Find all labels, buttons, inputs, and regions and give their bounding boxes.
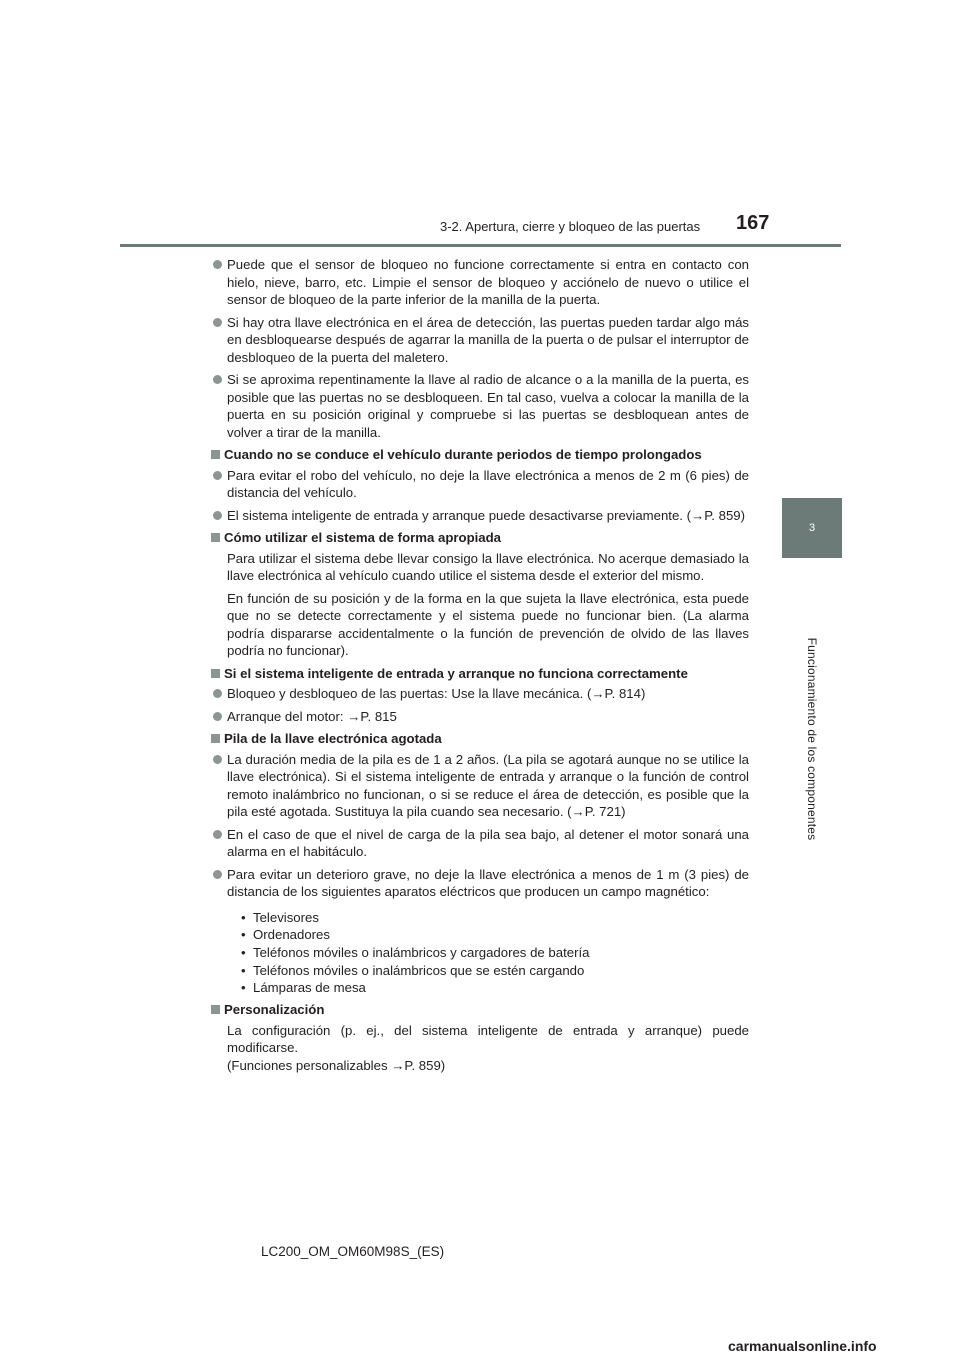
section-heading: Si el sistema inteligente de entrada y arranque no funciona correctamente (211, 665, 749, 683)
bullet-item: Si hay otra llave electrónica en el área de detección, las puertas pueden tardar algo más en desbloquearse después de agarrar la manilla de la puerta o de pulsar el interruptor de desbloqueo de la puerta del maletero. (211, 314, 749, 367)
bullet-item: En el caso de que el nivel de carga de la pila sea bajo, al detener el motor sonará una alarma en el habitáculo. (211, 826, 749, 861)
list-item: • Teléfonos móviles o inalámbricos que se estén cargando (241, 962, 585, 978)
list-item: • Televisores (241, 909, 319, 925)
section-title: 3-2. Apertura, cierre y bloqueo de las puertas (440, 219, 701, 234)
section-heading: Cuando no se conduce el vehículo durante periodos de tiempo prolongados (211, 446, 749, 464)
bullet-item: Para evitar un deterioro grave, no deje la llave electrónica a menos de 1 m (3 pies) de distancia de los siguientes aparatos eléctricos que producen un campo magnético: (211, 866, 749, 901)
bullet-item: Puede que el sensor de bloqueo no funcione correctamente si entra en contacto con hielo, nieve, barro, etc. Limpie el sensor de bloqueo y acciónelo de nuevo o utilice el sensor de bloqueo de la parte inferior de la manilla de la puerta. (211, 256, 749, 309)
chapter-number: 3 (808, 522, 816, 534)
list-item: • Teléfonos móviles o inalámbricos y cargadores de batería (241, 944, 590, 960)
section-heading: Cómo utilizar el sistema de forma apropiada (211, 529, 749, 547)
custom-reference: (Funciones personalizables →P. 859) (227, 1057, 446, 1073)
main-content (211, 256, 749, 1074)
paragraph: En función de su posición y de la forma en la que sujeta la llave electrónica, esta puede que no se detecte correctamente y el sistema puede no funcionar bien. (La alarma podría dispararse accidentalmente o la función de prevención de olvido de las llaves podría no funcionar). (227, 590, 749, 658)
document-code: LC200_OM_OM60M98S_(ES) (261, 1244, 445, 1259)
page-number: 167 (736, 212, 770, 234)
section-heading: Personalización (211, 1001, 749, 1019)
section-heading: Pila de la llave electrónica agotada (211, 730, 749, 748)
header-divider (120, 244, 841, 247)
bullet-item: El sistema inteligente de entrada y arranque puede desactivarse previamente. (→P. 859) (211, 507, 749, 525)
paragraph (211, 1022, 749, 1075)
device-list (211, 909, 749, 998)
chapter-tab (782, 498, 842, 558)
list-item: • Lámparas de mesa (241, 980, 366, 996)
bullet-item: Si se aproxima repentinamente la llave al radio de alcance o a la manilla de la puerta, es posible que las puertas no se desbloqueen. En tal caso, vuelva a colocar la manilla de la puerta en su posición original y compruebe si las puertas se desbloquean antes de volver a tirar de la manilla. (211, 371, 749, 441)
list-item: • Ordenadores (241, 927, 330, 943)
bullet-item: La duración media de la pila es de 1 a 2 años. (La pila se agotará aunque no se utilice la llave electrónica). Si el sistema inteligente de entrada y arranque o la función de control remoto inalámbrico no funcionan, o si se reduce el área de detección, es posible que la pila esté agotada. Sustituya la pila cuando sea necesario. (→P. 721) (211, 751, 749, 821)
bullet-item: Para evitar el robo del vehículo, no deje la llave electrónica a menos de 2 m (6 pies) de distancia del vehículo. (211, 467, 749, 502)
bullet-item: Arranque del motor: →P. 815 (211, 708, 749, 726)
paragraph: Para utilizar el sistema debe llevar consigo la llave electrónica. No acerque demasiado la llave electrónica al vehículo cuando utilice el sistema desde el exterior del mismo. (227, 550, 749, 583)
watermark: carmanualsonline.info (728, 1338, 877, 1354)
custom-text: La configuración (p. ej., del sistema inteligente de entrada y arranque) puede modificarse. (227, 1022, 749, 1056)
bullet-item: Bloqueo y desbloqueo de las puertas: Use la llave mecánica. (→P. 814) (211, 685, 749, 703)
